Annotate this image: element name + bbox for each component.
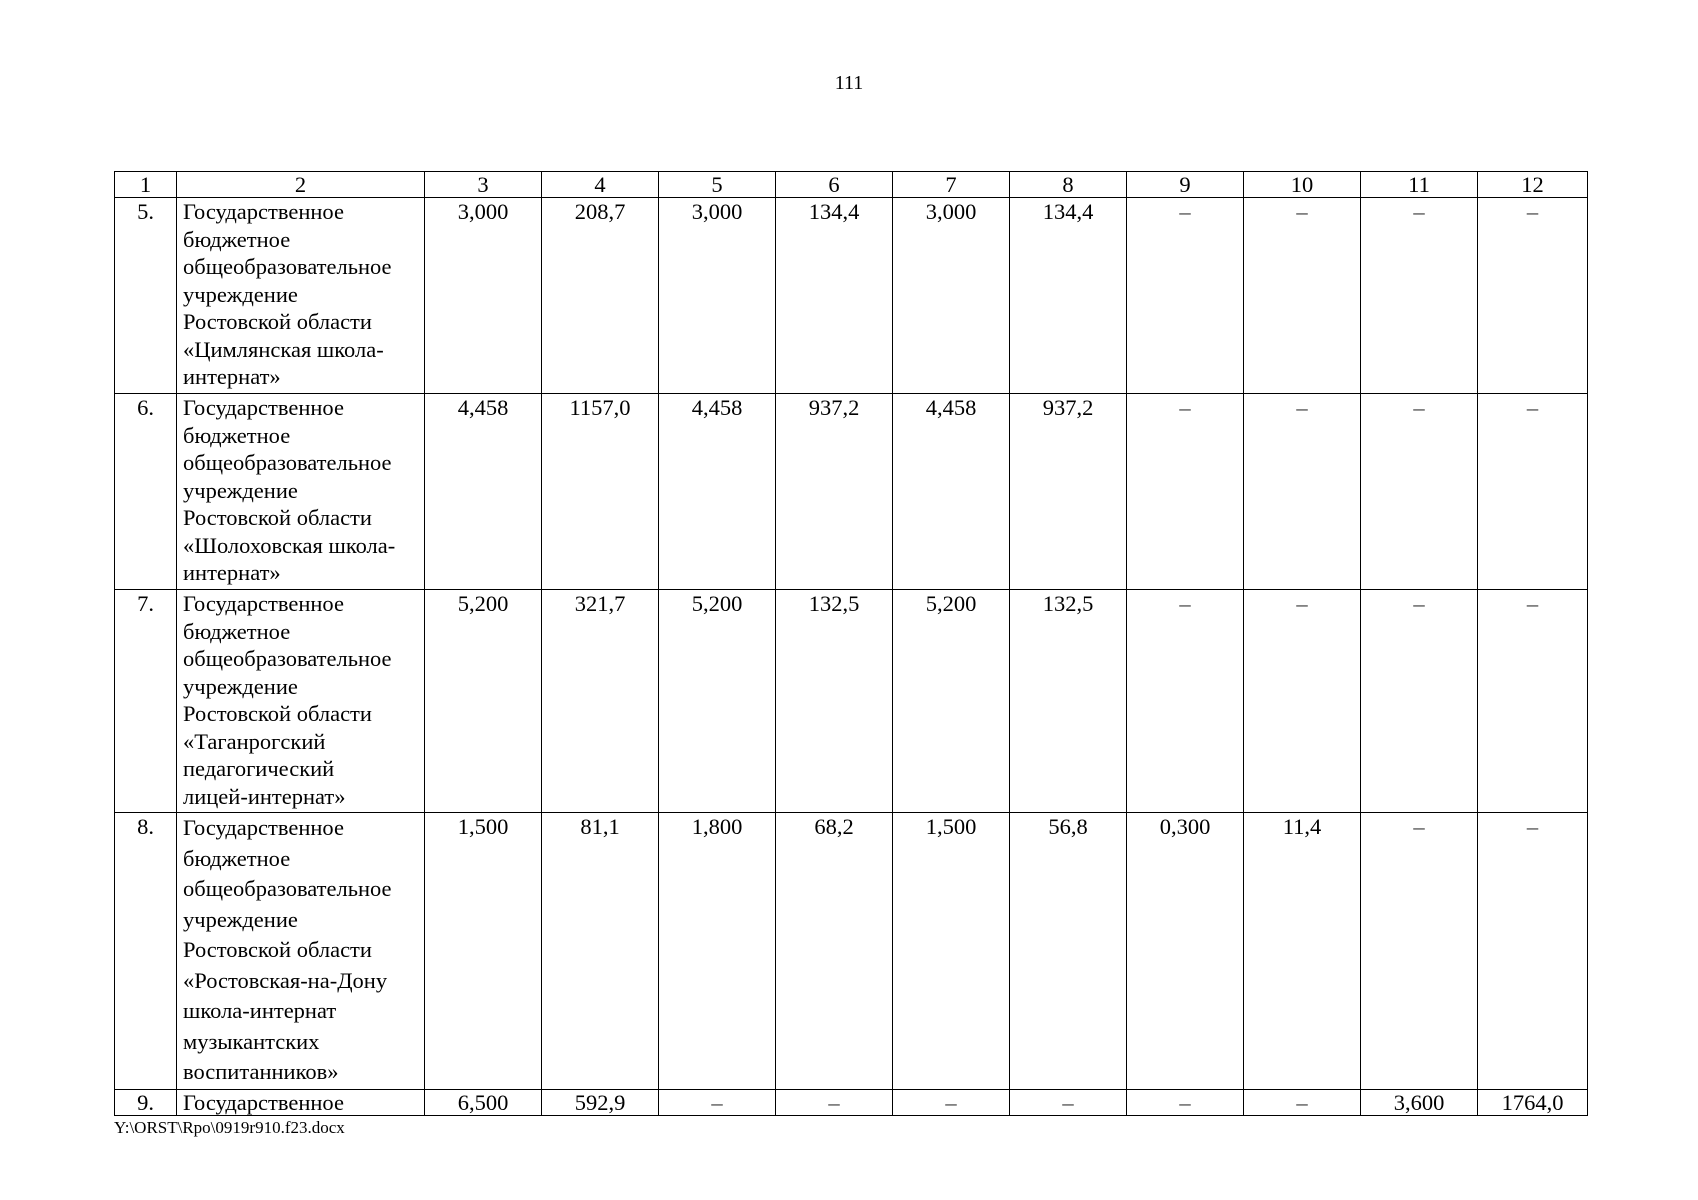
value-cell-col-7: 3,000 xyxy=(893,198,1010,394)
institution-name-line: Государственное xyxy=(183,1090,344,1115)
institution-name-line: общеобразовательное xyxy=(183,876,392,901)
table-row xyxy=(115,1090,1588,1116)
value-cell-col-7: 5,200 xyxy=(893,590,1010,813)
institution-name-line: учреждение xyxy=(183,477,298,503)
header-cell-1: 1 xyxy=(115,172,177,198)
table-row xyxy=(115,813,1588,1090)
institution-name-line: школа-интернат xyxy=(183,998,337,1023)
institution-name-line: «Цимлянская школа- xyxy=(183,336,384,362)
value-cell-col-12: 1764,0 xyxy=(1478,1090,1588,1116)
institution-name-cell xyxy=(177,813,425,1090)
header-row xyxy=(115,172,1588,198)
value-cell-col-9: – xyxy=(1127,590,1244,813)
value-cell-col-10: – xyxy=(1244,394,1361,590)
table-row xyxy=(115,198,1588,394)
value-cell-col-12: – xyxy=(1478,198,1588,394)
institution-name-line: Государственное xyxy=(183,815,344,840)
value-cell-col-8: 134,4 xyxy=(1010,198,1127,394)
value-cell-col-5: 5,200 xyxy=(659,590,776,813)
value-cell-col-5: 1,800 xyxy=(659,813,776,1090)
institution-name-line: педагогический xyxy=(183,756,335,781)
value-cell-col-7: 1,500 xyxy=(893,813,1010,1090)
institution-name-line: интернат» xyxy=(183,364,281,389)
value-cell-col-10: – xyxy=(1244,1090,1361,1116)
institution-name-line: Ростовской области xyxy=(183,505,372,530)
institution-name-cell xyxy=(177,198,425,394)
header-cell-3: 3 xyxy=(425,172,542,198)
value-cell-col-12: – xyxy=(1478,813,1588,1090)
value-cell-col-3: 6,500 xyxy=(425,1090,542,1116)
table-row xyxy=(115,590,1588,813)
header-cell-5: 5 xyxy=(659,172,776,198)
institution-name-line: Ростовской области xyxy=(183,701,372,726)
institution-name-line: «Таганрогский xyxy=(183,728,326,754)
footer-file-path: Y:\ORST\Rpo\0919r910.f23.docx xyxy=(114,1118,345,1137)
institution-name-line: учреждение xyxy=(183,281,298,307)
header-cell-8: 8 xyxy=(1010,172,1127,198)
institution-name-line: бюджетное xyxy=(183,618,291,644)
value-cell-col-11: – xyxy=(1361,394,1478,590)
page-number: 111 xyxy=(834,72,864,94)
value-cell-col-5: 4,458 xyxy=(659,394,776,590)
value-cell-col-11: – xyxy=(1361,590,1478,813)
value-cell-col-3: 3,000 xyxy=(425,198,542,394)
value-cell-col-6: 68,2 xyxy=(776,813,893,1090)
header-cell-10: 10 xyxy=(1244,172,1361,198)
table-row xyxy=(115,394,1588,590)
value-cell-col-6: 132,5 xyxy=(776,590,893,813)
value-cell-col-8: – xyxy=(1010,1090,1127,1116)
value-cell-col-8: 132,5 xyxy=(1010,590,1127,813)
row-number: 8. xyxy=(115,813,177,1090)
institution-name-line: Государственное xyxy=(183,591,344,616)
value-cell-col-3: 5,200 xyxy=(425,590,542,813)
value-cell-col-7: – xyxy=(893,1090,1010,1116)
header-cell-2: 2 xyxy=(177,172,425,198)
value-cell-col-7: 4,458 xyxy=(893,394,1010,590)
institution-name-line: «Ростовская-на-Дону xyxy=(183,967,388,993)
institution-name-line: общеобразовательное xyxy=(183,646,392,671)
row-number: 9. xyxy=(115,1090,177,1116)
data-table xyxy=(114,171,1588,1116)
institution-name-line: общеобразовательное xyxy=(183,450,392,475)
value-cell-col-8: 56,8 xyxy=(1010,813,1127,1090)
value-cell-col-12: – xyxy=(1478,590,1588,813)
institution-name-line: воспитанников» xyxy=(183,1059,339,1084)
header-cell-6: 6 xyxy=(776,172,893,198)
institution-name-line: лицей-интернат» xyxy=(183,783,346,809)
institution-name-cell xyxy=(177,1090,425,1116)
header-cell-11: 11 xyxy=(1361,172,1478,198)
institution-name-line: Государственное xyxy=(183,395,344,420)
value-cell-col-4: 1157,0 xyxy=(542,394,659,590)
value-cell-col-4: 592,9 xyxy=(542,1090,659,1116)
value-cell-col-11: – xyxy=(1361,813,1478,1090)
value-cell-col-3: 4,458 xyxy=(425,394,542,590)
value-cell-col-6: 937,2 xyxy=(776,394,893,590)
institution-name-line: Ростовской области xyxy=(183,937,372,962)
row-number: 7. xyxy=(115,590,177,813)
header-cell-9: 9 xyxy=(1127,172,1244,198)
institution-name-line: общеобразовательное xyxy=(183,254,392,279)
institution-name-line: «Шолоховская школа- xyxy=(183,532,396,558)
header-cell-12: 12 xyxy=(1478,172,1588,198)
header-cell-4: 4 xyxy=(542,172,659,198)
value-cell-col-9: – xyxy=(1127,198,1244,394)
institution-name-line: бюджетное xyxy=(183,226,291,252)
institution-name-line: бюджетное xyxy=(183,845,291,871)
value-cell-col-4: 321,7 xyxy=(542,590,659,813)
value-cell-col-9: – xyxy=(1127,394,1244,590)
institution-name-line: Государственное xyxy=(183,199,344,224)
value-cell-col-6: 134,4 xyxy=(776,198,893,394)
value-cell-col-10: – xyxy=(1244,590,1361,813)
institution-name-line: интернат» xyxy=(183,560,281,585)
value-cell-col-4: 208,7 xyxy=(542,198,659,394)
header-cell-7: 7 xyxy=(893,172,1010,198)
value-cell-col-4: 81,1 xyxy=(542,813,659,1090)
institution-name-cell xyxy=(177,590,425,813)
institution-name-line: бюджетное xyxy=(183,422,291,448)
institution-name-line: учреждение xyxy=(183,673,298,699)
value-cell-col-8: 937,2 xyxy=(1010,394,1127,590)
value-cell-col-12: – xyxy=(1478,394,1588,590)
value-cell-col-9: 0,300 xyxy=(1127,813,1244,1090)
value-cell-col-5: 3,000 xyxy=(659,198,776,394)
value-cell-col-9: – xyxy=(1127,1090,1244,1116)
institution-name-cell xyxy=(177,394,425,590)
value-cell-col-11: 3,600 xyxy=(1361,1090,1478,1116)
value-cell-col-10: – xyxy=(1244,198,1361,394)
value-cell-col-6: – xyxy=(776,1090,893,1116)
value-cell-col-3: 1,500 xyxy=(425,813,542,1090)
row-number: 6. xyxy=(115,394,177,590)
value-cell-col-5: – xyxy=(659,1090,776,1116)
institution-name-line: музыкантских xyxy=(183,1028,320,1054)
institution-name-line: учреждение xyxy=(183,906,298,932)
institution-name-line: Ростовской области xyxy=(183,309,372,334)
value-cell-col-10: 11,4 xyxy=(1244,813,1361,1090)
value-cell-col-11: – xyxy=(1361,198,1478,394)
row-number: 5. xyxy=(115,198,177,394)
